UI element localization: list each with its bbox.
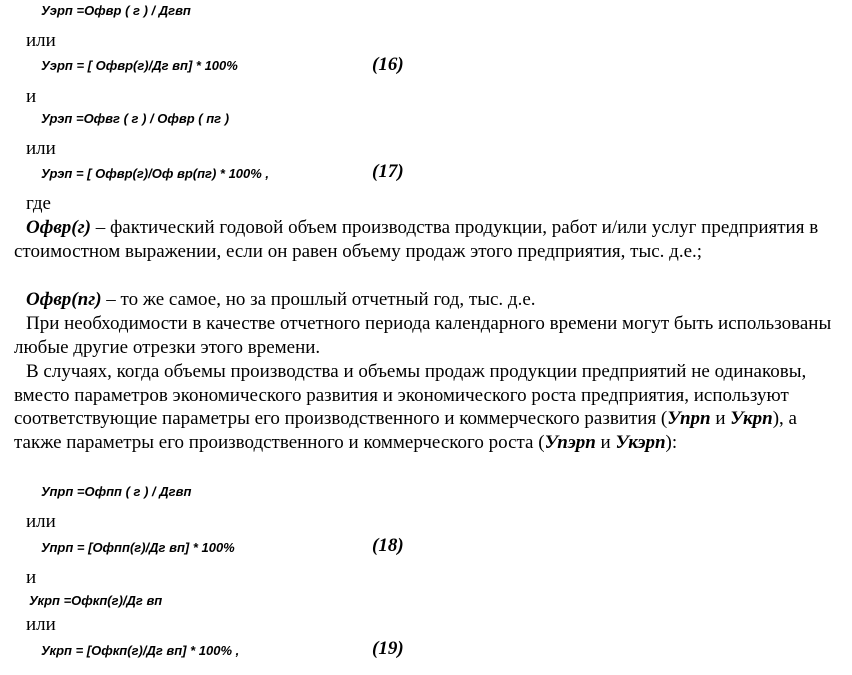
- paragraph-2-and-2: и: [595, 431, 616, 453]
- word-ili-2: или: [26, 138, 56, 159]
- paragraph-2-text-a: В случаях, когда объемы производства и объемы продаж продукции предприятий не одинаковы, вместо параметров экономического развития и экономического роста предприятия, используют соответствующие параметры его производственного и коммерческого развития (: [14, 361, 807, 430]
- word-i-1: и: [26, 86, 37, 107]
- formula-line-3: Упрп =Офпп ( г ) / Дгвп: [41, 484, 192, 499]
- formula-17: Урэп = [ Офвр(г)/Оф вр(пг) * 100% ,: [41, 166, 270, 181]
- paragraph-2-and-1: и: [710, 408, 731, 430]
- equation-number-18: (18): [372, 535, 404, 556]
- word-gde: где: [26, 193, 51, 214]
- paragraph-2: [14, 360, 844, 454]
- formula-19: Укрп = [Офкп(г)/Дг вп] * 100% ,: [41, 643, 240, 658]
- equation-number-17: (17): [372, 161, 404, 182]
- word-ili-1: или: [26, 30, 56, 51]
- formula-18: Упрп = [Офпп(г)/Дг вп] * 100%: [41, 540, 235, 555]
- definition-2-term: Офвр(пг): [26, 289, 102, 310]
- paragraph-2-text-c: ):: [665, 431, 678, 453]
- term-uprp: Упрп: [667, 408, 711, 430]
- equation-number-19: (19): [372, 638, 404, 659]
- paragraph-1: При необходимости в качестве отчетного периода календарного времени могут быть использованы любые другие отрезки этого времени.: [14, 313, 832, 358]
- term-ukrp: Укрп: [730, 408, 773, 430]
- definition-2-text: – то же самое, но за прошлый отчетный год, тыс. д.е.: [101, 289, 536, 310]
- formula-line-1: Уэрп =Офвр ( г ) / Дгвп: [41, 3, 191, 18]
- word-ili-3: или: [26, 511, 56, 532]
- word-i-2: и: [26, 567, 37, 588]
- formula-16: Уэрп = [ Офвр(г)/Дг вп] * 100%: [41, 58, 238, 73]
- equation-number-16: (16): [372, 54, 404, 75]
- word-ili-4: или: [26, 614, 56, 635]
- definition-2: [14, 288, 844, 312]
- paragraph-2-text-b: ), а также параметры его производственного и коммерческого роста (: [14, 408, 797, 453]
- definition-1: [14, 216, 844, 263]
- term-uperp: Упэрп: [544, 431, 596, 453]
- formula-line-2: Урэп =Офвг ( г ) / Офвр ( пг ): [41, 111, 230, 126]
- definition-1-term: Офвр(г): [26, 217, 91, 238]
- definition-1-text: – фактический годовой объем производства продукции, работ и/или услуг предприятия в стоимостном выражении, если он равен объему продаж этого предприятия, тыс. д.е.;: [14, 217, 819, 262]
- term-ukerp: Укэрп: [615, 431, 666, 453]
- formula-line-4: Укрп =Офкп(г)/Дг вп: [29, 593, 163, 608]
